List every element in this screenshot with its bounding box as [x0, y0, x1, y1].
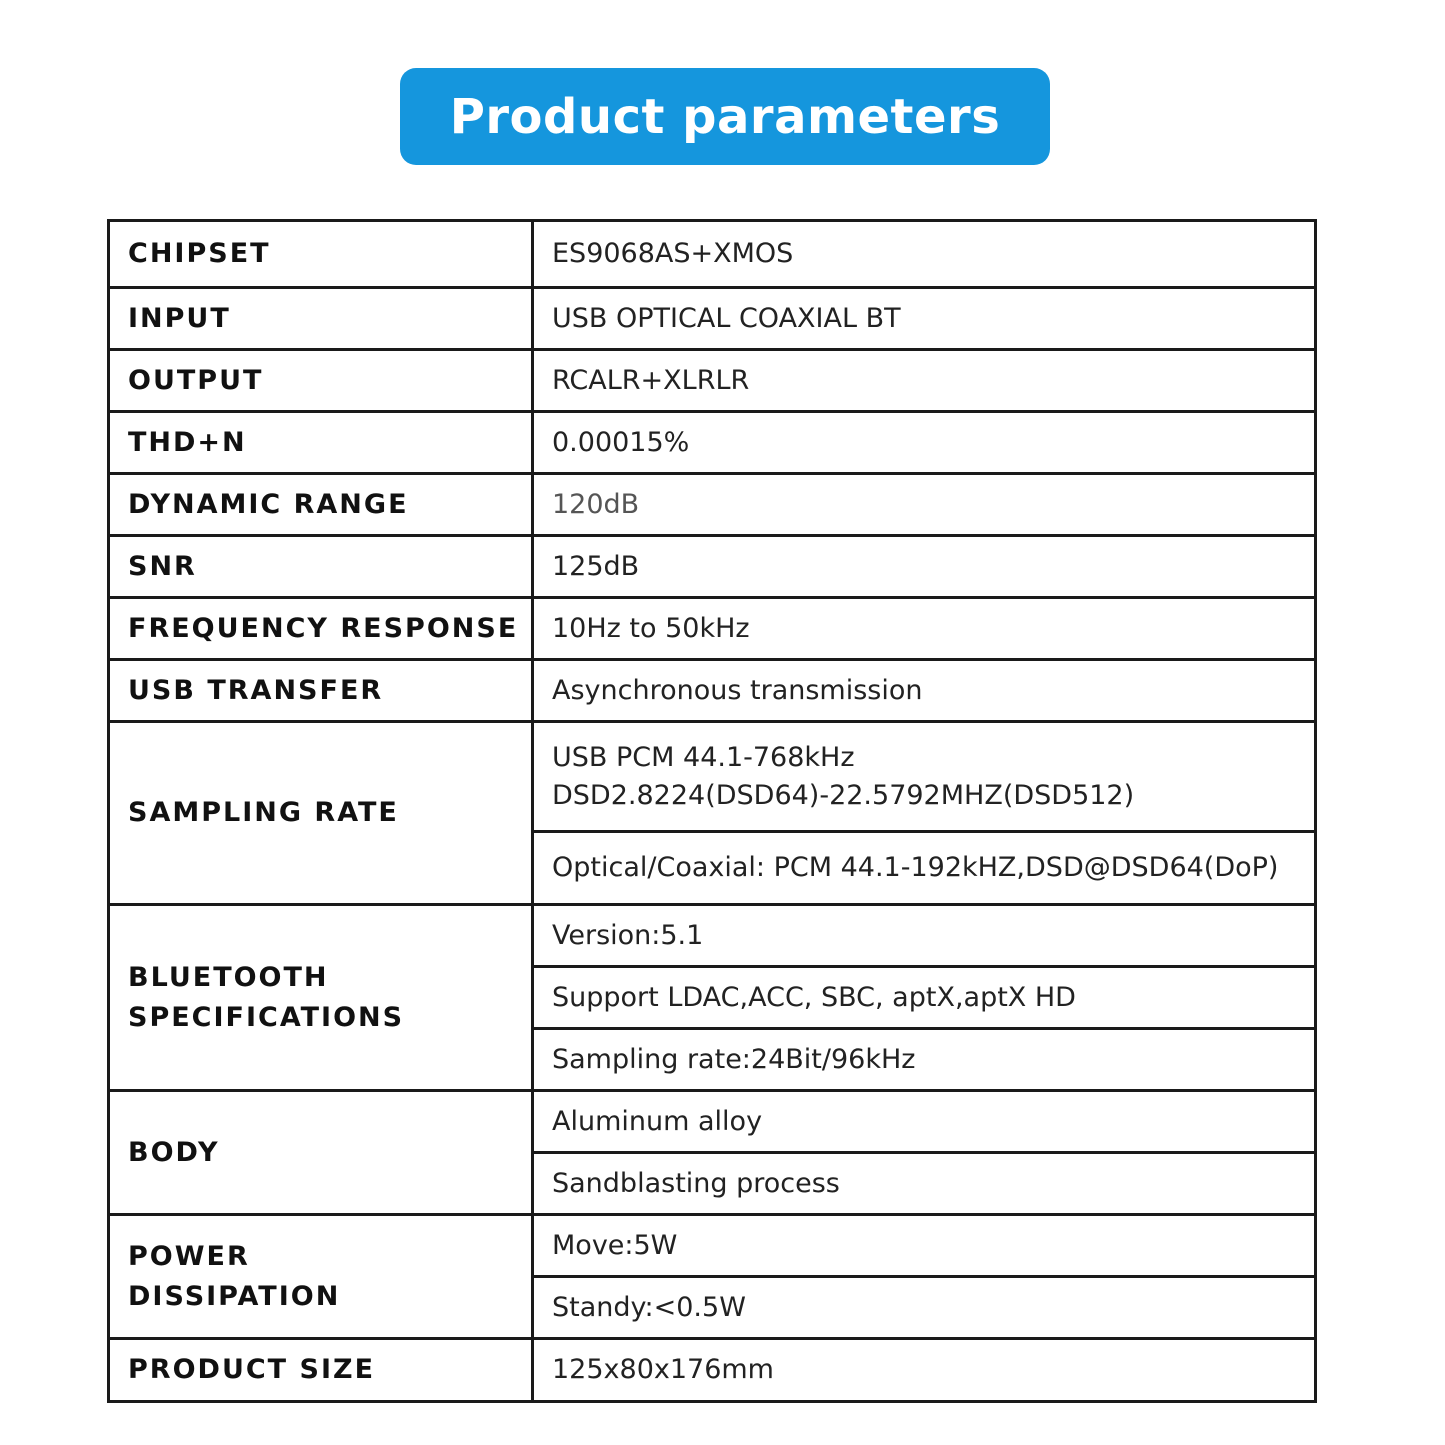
row-value: 0.00015%	[552, 426, 690, 458]
table-row-dynamic-range	[109, 474, 1316, 536]
table-row-sampling-rate	[109, 722, 1316, 832]
row-label-cell	[109, 905, 533, 1091]
table-row-bluetooth-specifications	[109, 905, 1316, 967]
table-row-power-dissipation	[109, 1215, 1316, 1277]
row-label: PRODUCT SIZE	[128, 1354, 376, 1385]
row-value: 125dB	[552, 550, 640, 582]
row-value-cell	[533, 967, 1316, 1029]
row-value-cell	[533, 905, 1316, 967]
row-value: Support LDAC,ACC, SBC, aptX,aptX HD	[552, 981, 1076, 1013]
row-label: OUTPUT	[128, 364, 264, 396]
page-title: Product parameters	[449, 88, 1001, 145]
row-value-cell	[533, 412, 1316, 474]
row-value: Sampling rate:24Bit/96kHz	[552, 1043, 916, 1075]
row-label: POWER	[128, 1240, 250, 1272]
table-row-output	[109, 350, 1316, 412]
row-value-cell	[533, 221, 1316, 288]
row-label-cell	[109, 1091, 533, 1215]
table-row-usb-transfer	[109, 660, 1316, 722]
row-value: DSD2.8224(DSD64)-22.5792MHZ(DSD512)	[552, 779, 1135, 811]
row-value-cell	[533, 1091, 1316, 1153]
row-value-cell	[533, 832, 1316, 905]
table-row-product-size	[109, 1339, 1316, 1402]
row-label-cell	[109, 221, 533, 288]
row-value-cell	[533, 474, 1316, 536]
row-label: CHIPSET	[128, 238, 271, 269]
row-label: DYNAMIC RANGE	[128, 488, 409, 520]
row-label: BODY	[128, 1136, 220, 1168]
row-value: USB PCM 44.1-768kHz	[552, 741, 855, 773]
row-value: Aluminum alloy	[552, 1105, 763, 1137]
row-value: Asynchronous transmission	[552, 674, 923, 706]
row-label: FREQUENCY RESPONSE	[128, 612, 519, 644]
row-value: ES9068AS+XMOS	[552, 238, 794, 269]
row-label-cell	[109, 722, 533, 905]
table-row-chipset	[109, 221, 1316, 288]
row-value-cell	[533, 722, 1316, 832]
row-value-cell	[533, 1339, 1316, 1402]
row-value-cell	[533, 1153, 1316, 1215]
row-label-cell	[109, 1215, 533, 1339]
row-label: INPUT	[128, 302, 231, 334]
row-label-cell	[109, 350, 533, 412]
row-label: SNR	[128, 550, 197, 582]
table-row-body	[109, 1091, 1316, 1153]
row-value: Standy:<0.5W	[552, 1291, 746, 1323]
row-label-cell	[109, 536, 533, 598]
row-value: Sandblasting process	[552, 1167, 840, 1199]
row-label-cell	[109, 288, 533, 350]
table-row-input	[109, 288, 1316, 350]
row-label: SAMPLING RATE	[128, 797, 399, 828]
row-label-cell	[109, 598, 533, 660]
row-label-cell	[109, 412, 533, 474]
row-label-cell	[109, 474, 533, 536]
row-label: USB TRANSFER	[128, 674, 384, 706]
row-label-cell	[109, 660, 533, 722]
row-value: Version:5.1	[552, 919, 704, 951]
row-value: 10Hz to 50kHz	[552, 612, 750, 644]
row-label-group	[128, 958, 531, 1038]
row-label: DISSIPATION	[128, 1280, 341, 1312]
row-value: Optical/Coaxial: PCM 44.1-192kHZ,DSD@DSD64(DoP)	[552, 852, 1279, 883]
row-label: SPECIFICATIONS	[128, 1001, 405, 1033]
row-value-cell	[533, 350, 1316, 412]
row-value: USB OPTICAL COAXIAL BT	[552, 302, 901, 334]
row-label-cell	[109, 1339, 533, 1402]
table-row-frequency-response	[109, 598, 1316, 660]
row-value-cell	[533, 598, 1316, 660]
row-label: BLUETOOTH	[128, 961, 329, 993]
row-value-cell	[533, 288, 1316, 350]
row-value-cell	[533, 660, 1316, 722]
row-label: THD+N	[128, 426, 247, 458]
row-value-group	[552, 739, 1314, 815]
table-row-snr	[109, 536, 1316, 598]
row-label-group	[128, 1237, 531, 1317]
row-value: RCALR+XLRLR	[552, 364, 750, 396]
row-value-cell	[533, 1277, 1316, 1339]
row-value: 120dB	[552, 488, 640, 520]
table-row-thd-n	[109, 412, 1316, 474]
row-value-cell	[533, 1215, 1316, 1277]
row-value: Move:5W	[552, 1229, 678, 1261]
title-banner	[400, 68, 1050, 165]
parameters-table	[107, 219, 1317, 1403]
row-value: 125x80x176mm	[552, 1354, 774, 1385]
row-value-cell	[533, 1029, 1316, 1091]
row-value-cell	[533, 536, 1316, 598]
